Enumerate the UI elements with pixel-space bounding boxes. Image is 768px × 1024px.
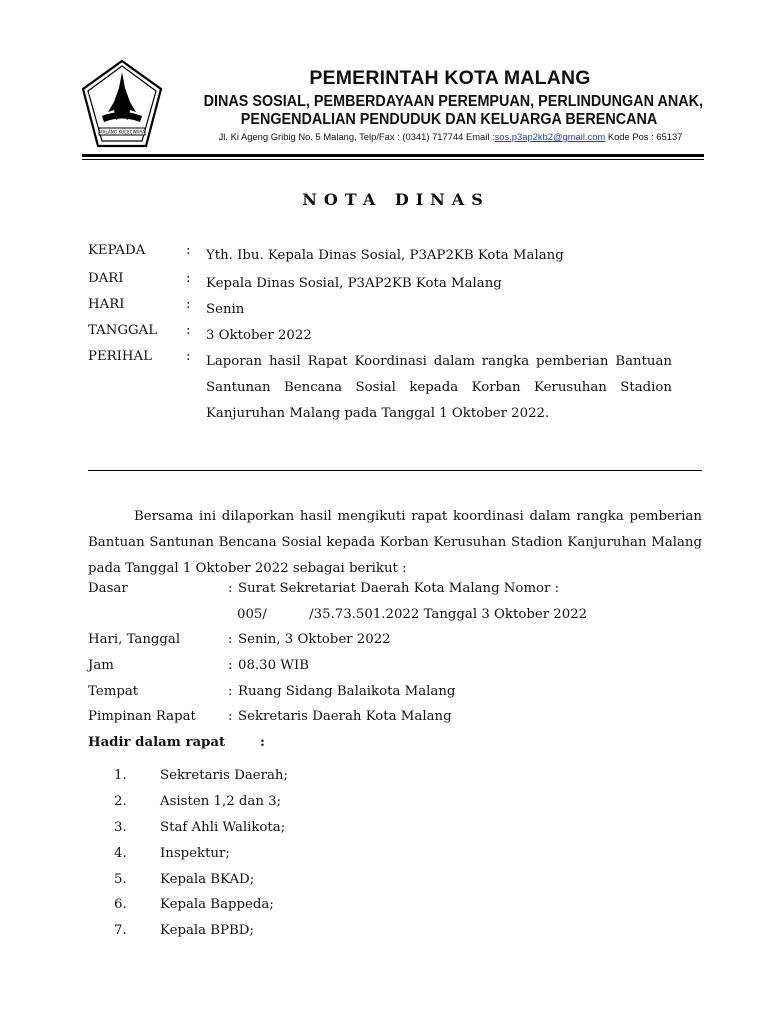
list-item-number: 7.: [114, 923, 127, 939]
list-item-number: 2.: [114, 793, 127, 809]
memo-label: KEPADA: [88, 243, 146, 258]
memo-row-tanggal: [88, 323, 688, 349]
memo-colon: :: [186, 297, 191, 312]
memo-value-perihal: Laporan hasil Rapat Koordinasi dalam rangka pemberian Bantuan Santunan Bencana Sosial kepada Korban Kerusuhan Stadion Kanjuruhan Malang pada Tanggal 1 Oktober 2022.: [206, 354, 672, 421]
memo-header: [88, 243, 688, 427]
list-item-text: Kepala Bappeda;: [160, 897, 274, 913]
list-item-number: 4.: [114, 845, 127, 861]
list-item: [88, 794, 688, 820]
list-item-text: Kepala BKAD;: [160, 871, 255, 887]
memo-colon: :: [186, 323, 191, 338]
detail-row-hari: [88, 632, 708, 658]
detail-colon: :: [228, 683, 233, 699]
detail-label: Pimpinan Rapat: [88, 709, 196, 725]
list-item: [88, 923, 688, 949]
memo-colon: :: [186, 271, 191, 286]
list-item: [88, 897, 688, 923]
intro-paragraph: [88, 504, 702, 582]
detail-row-jam: [88, 658, 708, 684]
section-divider: [88, 470, 702, 471]
attendee-list: [88, 768, 688, 949]
postal-code: Kode Pos : 65137: [605, 131, 683, 142]
list-item-text: Asisten 1,2 dan 3;: [160, 793, 282, 809]
memo-value: Kepala Dinas Sosial, P3AP2KB Kota Malang: [206, 276, 502, 291]
memo-row-hari: [88, 297, 688, 323]
meeting-details: [88, 581, 708, 761]
list-item-text: Staf Ahli Walikota;: [160, 819, 286, 835]
list-item-text: Sekretaris Daerah;: [160, 768, 288, 783]
header-government: PEMERINTAH KOTA MALANG: [309, 67, 591, 89]
header-agency-line1: DINAS SOSIAL, PEMBERDAYAAN PEREMPUAN, PERLINDUNGAN ANAK,: [203, 93, 703, 110]
detail-value: 005/ /35.73.501.2022 Tanggal 3 Oktober 2022: [237, 606, 588, 622]
header-address: [188, 131, 713, 142]
detail-value: 08.30 WIB: [238, 658, 309, 674]
detail-value: Ruang Sidang Balaikota Malang: [238, 683, 456, 699]
detail-colon: :: [260, 735, 265, 751]
logo-motto: MALANG KUÇEÇWARA: [98, 129, 146, 135]
list-item-number: 3.: [114, 819, 127, 835]
detail-label: Jam: [88, 658, 114, 674]
memo-row-dari: [88, 271, 688, 297]
detail-row-hadir: [88, 735, 708, 761]
header-rule-thick: [82, 154, 704, 157]
detail-colon: :: [228, 581, 233, 596]
list-item-number: 1.: [114, 768, 127, 783]
memo-value: Senin: [206, 302, 245, 317]
detail-colon: :: [228, 632, 233, 648]
detail-row-tempat: [88, 684, 708, 710]
detail-row-dasar: [88, 581, 708, 607]
list-item: [88, 872, 688, 898]
memo-label: PERIHAL: [88, 349, 152, 364]
memo-colon: :: [186, 243, 191, 258]
list-item-number: 5.: [114, 871, 127, 887]
memo-row-kepada: [88, 243, 688, 269]
memo-colon: :: [186, 349, 191, 364]
email-link[interactable]: sos.p3ap2kb2@gmail.com: [494, 131, 606, 142]
list-item: [88, 820, 688, 846]
detail-colon: :: [228, 658, 233, 674]
list-item-text: Kepala BPBD;: [160, 923, 254, 939]
detail-row-pimpinan: [88, 709, 708, 735]
memo-value: 3 Oktober 2022: [206, 328, 312, 343]
detail-value: Senin, 3 Oktober 2022: [238, 632, 391, 648]
detail-label: Tempat: [88, 683, 139, 699]
header-agency-line2: PENGENDALIAN PENDUDUK DAN KELUARGA BERENCANA: [240, 111, 658, 128]
list-item: [88, 768, 688, 794]
memo-label: DARI: [88, 271, 124, 286]
list-item-text: Inspektur;: [160, 845, 230, 861]
document-title: NOTA DINAS: [302, 190, 490, 209]
list-item: [88, 846, 688, 872]
detail-label: Dasar: [88, 581, 128, 596]
detail-value: Surat Sekretariat Daerah Kota Malang Nomor :: [238, 581, 560, 596]
detail-label: Hari, Tanggal: [88, 632, 181, 648]
list-item-number: 6.: [114, 897, 127, 913]
city-emblem-icon: [80, 58, 164, 154]
header-rule-thin: [82, 159, 704, 160]
detail-row-dasar-cont: [88, 607, 708, 633]
intro-text: Bersama ini dilaporkan hasil mengikuti rapat koordinasi dalam rangka pemberian Bantuan Santunan Bencana Sosial kepada Korban Kerusuhan Stadion Kanjuruhan Malang pada Tanggal 1 Oktober 2022 sebagai berikut :: [88, 509, 702, 576]
detail-colon: :: [228, 709, 233, 725]
detail-label-bold: Hadir dalam rapat: [88, 735, 226, 751]
memo-label: HARI: [88, 297, 125, 312]
memo-row-perihal: [88, 349, 688, 427]
detail-value: Sekretaris Daerah Kota Malang: [238, 709, 452, 725]
address-text: Jl. Ki Ageng Gribig No. 5 Malang, Telp/Fax : (0341) 717744 Email :: [218, 131, 495, 142]
memo-value: Yth. Ibu. Kepala Dinas Sosial, P3AP2KB Kota Malang: [206, 248, 564, 263]
memo-label: TANGGAL: [88, 323, 158, 338]
